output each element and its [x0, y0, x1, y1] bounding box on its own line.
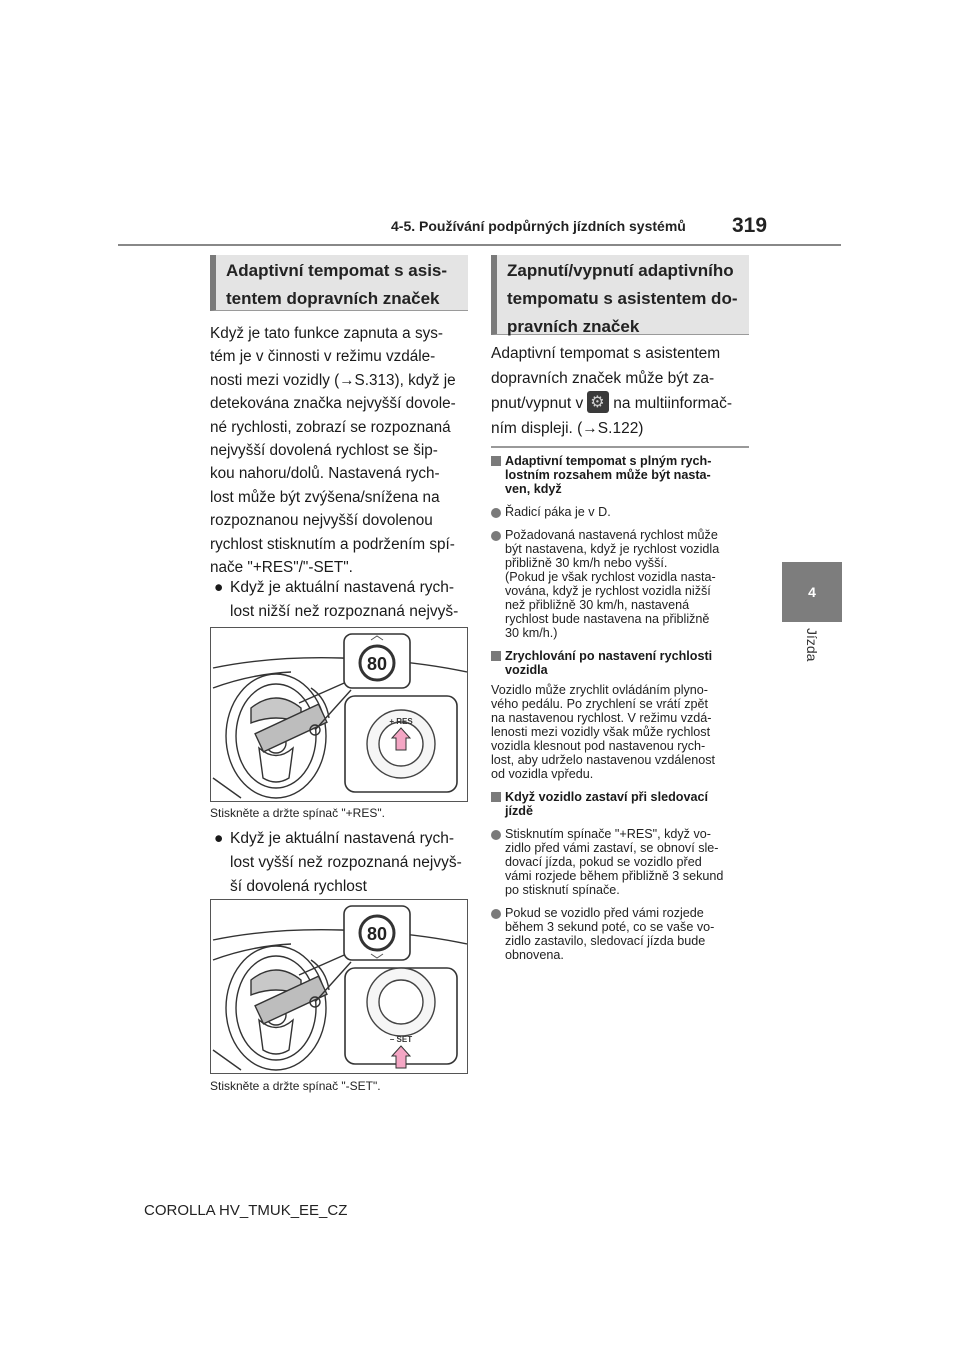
- right-intro-line: dopravních značek může být za-: [491, 369, 715, 387]
- chapter-header: 4-5. Používání podpůrných jízdních systémů: [391, 218, 686, 234]
- bullet-dot: ●: [214, 830, 224, 847]
- illustration-res: [210, 627, 468, 802]
- steering-wheel-illustration: [211, 628, 467, 801]
- note-line: 30 km/h.): [505, 626, 558, 640]
- round-bullet-icon: [491, 531, 501, 541]
- note-line: ven, když: [505, 482, 562, 496]
- note-line: Stisknutím spínače "+RES", když vo-: [505, 827, 711, 841]
- header-divider: [118, 244, 841, 246]
- left-para-line: nosti mezi vozidly (→S.313), když je: [210, 371, 456, 389]
- left-paragraph: [210, 322, 470, 579]
- bullet-line: Když je aktuální nastavená rych-: [230, 830, 455, 847]
- note-line: rychlost bude nastavena na přibližně: [505, 612, 710, 626]
- note-line: na nastavenou rychlost. V režimu vzdá-: [491, 711, 712, 725]
- chapter-tab-label: Jízda: [804, 628, 820, 662]
- bullet-higher-speed: [214, 827, 470, 899]
- note-line: od vozidla vpředu.: [491, 767, 594, 781]
- note-line: vována, když je rychlost vozidla nižší: [505, 584, 711, 598]
- note-line: Vozidlo může zrychlit ovládáním plyno-: [491, 683, 708, 697]
- section-heading-right-line: Zapnutí/vypnutí adaptivního: [507, 261, 734, 280]
- left-para-line: nače "+RES"/"-SET".: [210, 559, 353, 577]
- square-bullet-icon: [491, 456, 501, 466]
- note-line: vámi rozjede během přibližně 3 sekund: [505, 869, 724, 883]
- notes-divider: [491, 446, 749, 448]
- illustration-set: [210, 899, 468, 1074]
- note-heading: [491, 790, 753, 818]
- left-para-line: detekována značka nejvyšší dovole-: [210, 395, 456, 413]
- note-heading: [491, 649, 753, 677]
- note-line: než přibližně 30 km/h, nastavená: [505, 598, 690, 612]
- note-line: lostním rozsahem může být nasta-: [505, 468, 711, 482]
- speed-sign-value: 80: [366, 654, 388, 674]
- note-line: být nastavena, když je rychlost vozidla: [505, 542, 720, 556]
- bullet-dot: ●: [214, 579, 224, 596]
- right-intro-line: ním displeji. (→S.122): [491, 419, 644, 437]
- steering-wheel-illustration: [211, 900, 467, 1073]
- round-bullet-icon: [491, 830, 501, 840]
- bullet-line: lost nižší než rozpoznaná nejvyš-: [230, 603, 459, 620]
- round-bullet-icon: [491, 508, 501, 518]
- right-intro-text: na multiinformač-: [613, 395, 733, 412]
- right-intro: [491, 342, 751, 441]
- square-bullet-icon: [491, 792, 501, 802]
- note-line: lost, aby udrželo nastavenou vzdálenost: [491, 753, 716, 767]
- section-heading-right-line: tempomatu s asistentem do-: [507, 289, 738, 308]
- right-intro-text: pnut/vypnut v: [491, 395, 584, 412]
- gear-icon: [587, 391, 609, 413]
- res-button-label: + RES: [389, 717, 413, 726]
- left-para-line: nejvyšší dovolená rychlost se šip-: [210, 442, 438, 460]
- note-line: Když vozidlo zastaví při sledovací: [505, 790, 708, 804]
- left-para-line: tém je v činnosti v režimu vzdále-: [210, 348, 436, 366]
- note-heading: [491, 454, 753, 496]
- section-heading-left: [210, 255, 468, 311]
- note-line: vého pedálu. Po zrychlení se vrátí zpět: [491, 697, 709, 711]
- left-para-line: né rychlosti, zobrazí se rozpoznaná: [210, 418, 451, 436]
- note-line: zidlo před vámi zastaví, se obnoví sle-: [505, 841, 719, 855]
- bullet-line: ší dovolená rychlost: [230, 878, 367, 895]
- chapter-tab: [782, 562, 842, 622]
- square-bullet-icon: [491, 651, 501, 661]
- bullet-line: Když je aktuální nastavená rych-: [230, 579, 455, 596]
- section-heading-left-line1: Adaptivní tempomat s asis-: [226, 261, 448, 280]
- note-line: zidlo zastavilo, sledovací jízda bude: [505, 934, 706, 948]
- note-line: po stisknutí spínače.: [505, 883, 620, 897]
- left-para-line: Když je tato funkce zapnuta a sys-: [210, 325, 443, 342]
- chapter-tab-number: 4: [808, 584, 816, 600]
- note-bullet: [491, 528, 753, 640]
- left-para-line: lost může být zvýšena/snížena na: [210, 488, 440, 506]
- note-line: vozidla: [505, 663, 548, 677]
- note-line: Požadovaná nastavená rychlost může: [505, 528, 718, 542]
- right-intro-line: [491, 391, 751, 417]
- page-number: 319: [732, 214, 768, 237]
- section-heading-left-line2: tentem dopravních značek: [226, 289, 440, 308]
- left-para-line: rozpoznanou nejvyšší dovolenou: [210, 512, 433, 530]
- section-heading-right: [491, 255, 749, 335]
- chapter-tab-label-box: [798, 628, 828, 678]
- notes-block: [491, 454, 753, 962]
- note-bullet: [491, 505, 753, 519]
- left-para-line: rychlost stisknutím a podržením spí-: [210, 535, 455, 553]
- bullet-line: lost vyšší než rozpoznaná nejvyš-: [230, 854, 462, 871]
- set-button-label: – SET: [389, 1035, 413, 1044]
- note-bullet: [491, 906, 753, 962]
- note-line: přibližně 30 km/h nebo vyšší.: [505, 556, 668, 570]
- document-footer: COROLLA HV_TMUK_EE_CZ: [144, 1202, 348, 1219]
- note-line: obnovena.: [505, 948, 564, 962]
- note-line: lenosti mezi vozidly však může rychlost: [491, 725, 711, 739]
- note-line: Zrychlování po nastavení rychlosti: [505, 649, 713, 663]
- caption-set: Stiskněte a držte spínač "-SET".: [210, 1079, 381, 1093]
- right-intro-line: Adaptivní tempomat s asistentem: [491, 345, 721, 362]
- caption-res: Stiskněte a držte spínač "+RES".: [210, 806, 385, 820]
- left-para-line: kou nahoru/dolů. Nastavená rych-: [210, 465, 440, 483]
- note-line: Pokud se vozidlo před vámi rozjede: [505, 906, 704, 920]
- note-line: dovací jízda, pokud se vozidlo před: [505, 855, 702, 869]
- round-bullet-icon: [491, 909, 501, 919]
- note-line: během 3 sekund poté, co se vaše vo-: [505, 920, 715, 934]
- note-line: jízdě: [505, 804, 533, 818]
- note-line: Adaptivní tempomat s plným rych-: [505, 454, 712, 468]
- speed-sign-value: 80: [366, 924, 388, 944]
- note-paragraph: [491, 683, 753, 781]
- note-line: Řadicí páka je v D.: [505, 505, 611, 519]
- note-bullet: [491, 827, 753, 897]
- note-line: vozidla klesnout pod nastavenou rych-: [491, 739, 706, 753]
- section-heading-right-line: pravních značek: [507, 317, 640, 336]
- note-line: (Pokud je však rychlost vozidla nasta-: [505, 570, 716, 584]
